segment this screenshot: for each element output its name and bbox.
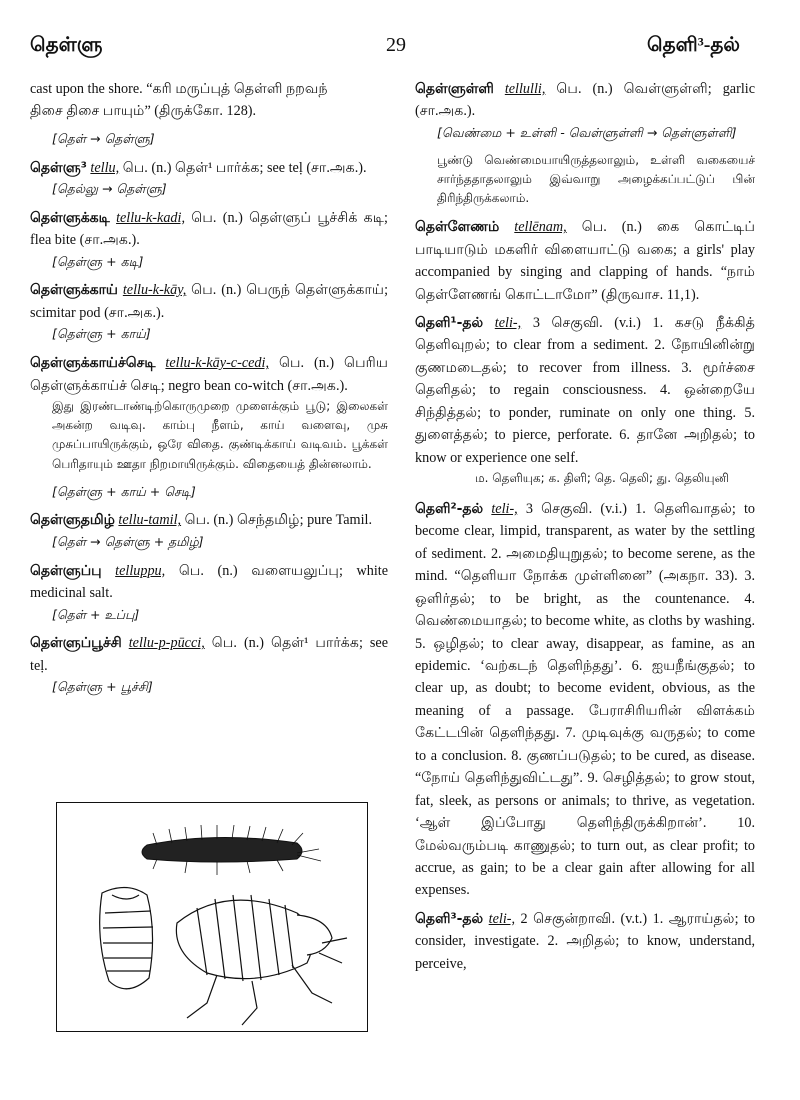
definition: பெ. (n.) கை கொட்டிப் பாடியாடும் மகளிர் விளையாட்டு வகை; a girls' play accompanied by singing and clapping of hands. “நாம் தெள்ளேணங் கொட்டாமோ” (திருவாச. 11,1).: [415, 219, 756, 303]
etymology: [தெள்ளு + காய் + செடி]: [52, 483, 196, 499]
transliteration: tellu,: [90, 159, 120, 176]
dictionary-entry: [30, 560, 388, 605]
headword: தெளி¹-தல்: [415, 314, 484, 331]
etymology: [வெண்மை + உள்ளி - வெள்ளுள்ளி → தெள்ளுள்ளி]: [437, 124, 737, 140]
transliteration: tellu-k-kāy-c-cedi,: [165, 355, 269, 372]
headword: தெள்ளேணம்: [415, 219, 500, 236]
cognates: ம. தெளியுக; க. திளி; தெ. தெலி; து. தெலியுனி: [475, 471, 729, 485]
definition: 2 செகுன்றாவி. (v.t.) 1. ஆராய்தல்; to consider, investigate. 2. அறிதல்; to know, understand, perceive,: [415, 910, 756, 972]
definition: பெ. (n.) செந்தமிழ்; pure Tamil.: [184, 512, 373, 529]
continuation-line: cast upon the shore. “கரி மருப்புத் தெள்ளி நறவந்: [30, 81, 328, 97]
etymology: [தெள்ளு + காய்]: [52, 326, 151, 342]
definition: பெ. (n.) பெருந் தெள்ளுக்காய்; scimitar pod (சா.அக.).: [30, 282, 389, 321]
dictionary-entry: [30, 207, 388, 252]
dictionary-entry: [415, 78, 755, 123]
header-right-word: தெளி³-தல்: [647, 34, 740, 56]
definition: பெ. (n.) வெள்ளுள்ளி; garlic (சா.அக.).: [415, 81, 756, 120]
headword: தெளி³-தல்: [415, 910, 484, 927]
definition: பெ. (n.) பெரிய தெள்ளுக்காய்ச் செடி; negro bean co-witch (சா.அக.).: [30, 355, 389, 394]
etymology: [தெள் → தெள்ளு + தமிழ்]: [52, 533, 204, 549]
definition: பெ. (n.) தெள்¹ பார்க்க; see teḷ (சா.அக.).: [122, 159, 367, 176]
definition: பெ. (n.) தெள்¹ பார்க்க; see teḷ.: [30, 635, 389, 674]
headword: தெள்ளுக்கடி: [30, 209, 110, 226]
header-left-word: தெள்ளு: [30, 34, 103, 56]
definition: 3 செகுவி. (v.i.) 1. கசடு நீக்கித் தெளிவுறல்; to clear from a sediment. 2. நோயினின்று குணமடைதல்; to recover from illness. 3. மூர்ச்சை தெளிதல்; to regain consciousness. 4. ஒன்றையே சிந்தித்தல்; to ponder, ruminate on only one thing. 5. துளைத்தல்; to pierce, perforate. 6. தானே அறிதல்; to know or experience one self.: [415, 314, 755, 466]
definition: பெ. (n.) தெள்ளுப் பூச்சிக் கடி; flea bite (சா.அக.).: [30, 209, 388, 249]
transliteration: tellulli,: [504, 81, 546, 97]
dictionary-entry: [415, 312, 755, 469]
etymology: [தெல்லு → தெள்ளு]: [52, 181, 167, 197]
definition: 3 செகுவி. (v.i.) 1. தெளிவாதல்; to become clear, limpid, transparent, as water by the settling of sediment. 2. அமைதியுறுதல்; to become serene, as the mind. “தெளியா நோக்க முள்ளினை” (அகநா. 33). 3. ஒளிர்தல்; to be bright, as the countenance. 4. வெண்மையாதல்; to become white, as cloths by washing. 5. ஒழிதல்; to clear away, disappear, as famine, as an epidemic. ‘வற்கடந் தெளிந்தது’. 6. ஐயநீங்குதல்; to clear up, as doubt; to become evident, obvious, as the meaning of a passage. பேராசிரியரின் விளக்கம் கேட்டபின் தெளிந்தது. 7. முடிவுக்கு வருதல்; to come to a conclusion. 8. குணப்படுதல்; to be cured, as disease. “நோய் தெளிந்துவிட்டது”. 9. செழித்தல்; to grow stout, fat, sleek, as persons or animals; to thrive, as vegetation. ‘ஆள் இப்போது தெளிந்திருக்கிறான்’. 10. மேல்வரும்படி காணுதல்; to turn out, as clear profit; to accrue, as gain; to be a clear gain after allowing for all expenses.: [415, 500, 755, 899]
headword: தெள்ளுப்பூச்சி: [30, 635, 122, 652]
transliteration: teli-,: [488, 910, 516, 927]
transliteration: tellu-k-kadi,: [116, 209, 185, 226]
transliteration: tellēnam,: [514, 219, 567, 236]
transliteration: tellu-p-pūcci,: [128, 635, 205, 652]
page-number: 29: [386, 34, 406, 56]
etymology: [தெள்ளு + பூச்சி]: [52, 679, 153, 695]
explanatory-note: பூண்டு வெண்மையாயிருத்தலாலும், உள்ளி வகையைச் சார்ந்ததாதலாலும் இவ்வாறு அழைக்கப்பட்டுப் பின் திரிந்திருக்கலாம்.: [437, 152, 755, 205]
transliteration: tellu-k-kāy,: [122, 282, 187, 299]
flea-drawing-icon: [57, 803, 367, 1031]
headword: தெள்ளுதமிழ்: [30, 512, 115, 529]
flea-illustration: [56, 802, 368, 1032]
dictionary-entry: [30, 509, 388, 531]
headword: தெள்ளுக்காய்: [30, 282, 118, 299]
left-column: [30, 78, 388, 705]
dictionary-entry: [415, 498, 755, 902]
transliteration: teli-,: [494, 314, 522, 331]
headword: தெளி²-தல்: [415, 500, 484, 517]
continuation-line: திசை திசை பாயும்” (திருக்கோ. 128).: [30, 103, 257, 120]
headword: தெள்ளு³: [30, 159, 87, 176]
etymology: [தெள் + உப்பு]: [52, 606, 140, 622]
dictionary-entry: [415, 908, 755, 975]
headword: தெள்ளுப்பு: [30, 562, 102, 579]
dictionary-entry: [30, 157, 388, 179]
dictionary-entry: [415, 216, 755, 306]
definition: பெ. (n.) வளையலுப்பு; white medicinal salt.: [30, 562, 389, 602]
transliteration: tellu-tamil,: [118, 512, 182, 529]
dictionary-entry: [30, 632, 388, 677]
dictionary-entry: [30, 279, 388, 324]
dictionary-entry: [30, 352, 388, 397]
transliteration: teli-,: [491, 500, 518, 517]
etymology: [தெள் → தெள்ளு]: [52, 130, 155, 146]
right-column: [415, 78, 755, 975]
explanatory-note: இது இரண்டாண்டிற்கொருமுறை முளைக்கும் பூடு; இலைகள் அகன்ற வடிவு. காம்பு நீளம், காய் வளைவு, முசு முசுப்பாயிருக்கும், ஒரே விதை. குண்டிக்காய் வடிவம். பூக்கள் பெரிதாயும் ஊதா நிறமாயிருக்கும். விதையைத் தின்னலாம்.: [52, 398, 388, 471]
transliteration: telluppu,: [115, 562, 166, 579]
headword: தெள்ளுக்காய்ச்செடி: [30, 355, 156, 372]
headword: தெள்ளுள்ளி: [415, 81, 494, 97]
etymology: [தெள்ளு + கடி]: [52, 253, 144, 269]
